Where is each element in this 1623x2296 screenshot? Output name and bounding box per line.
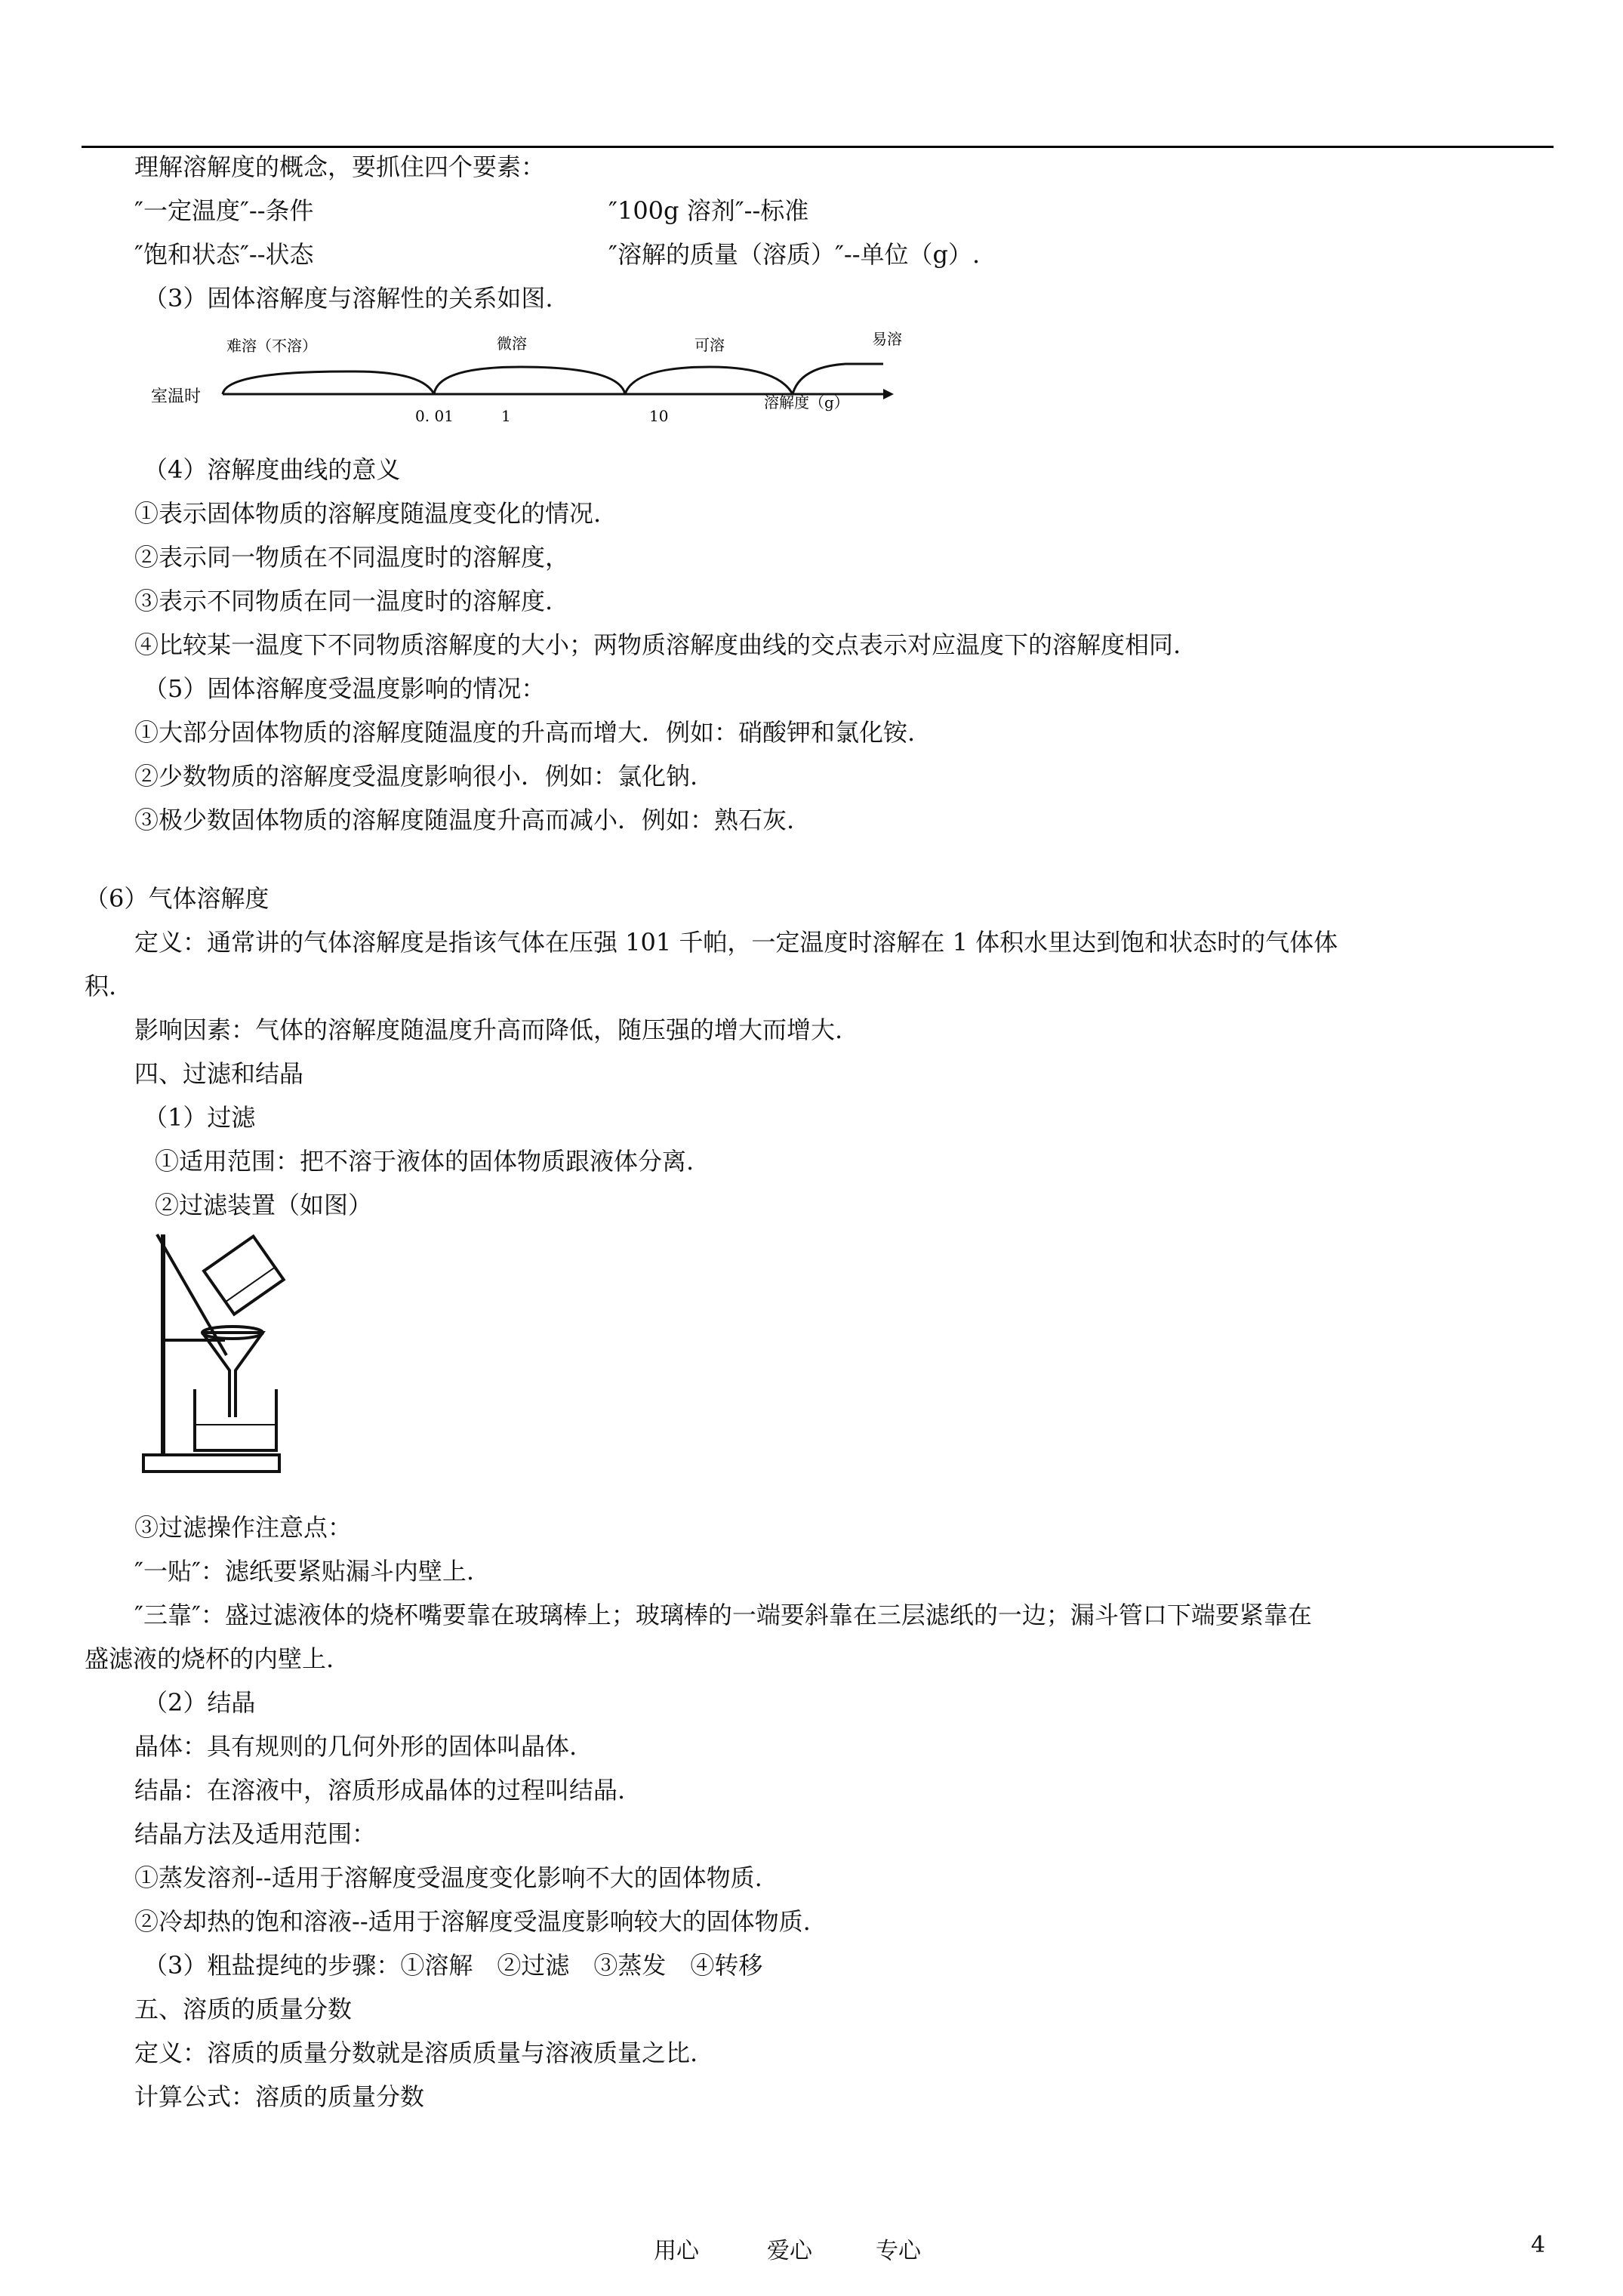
text-line: （4）溶解度曲线的意义 bbox=[143, 455, 401, 484]
scale-arc bbox=[793, 364, 883, 394]
axis-arrow bbox=[883, 389, 894, 399]
text-line: ″三靠″：盛过滤液体的烧杯嘴要靠在玻璃棒上；玻璃棒的一端要斜靠在三层滤纸的一边；漏斗管口下端要紧靠在 bbox=[134, 1601, 1312, 1629]
text-line: ①大部分固体物质的溶解度随温度的升高而增大．例如：硝酸钾和氯化铵. bbox=[134, 718, 916, 747]
funnel bbox=[202, 1333, 229, 1417]
text-line: ③过滤操作注意点： bbox=[134, 1513, 353, 1542]
glass-rod bbox=[157, 1234, 226, 1355]
footer-item: 用心 bbox=[654, 2238, 699, 2264]
text-line: （2）结晶 bbox=[143, 1688, 256, 1717]
text-line: ②少数物质的溶解度受温度影响很小．例如：氯化钠. bbox=[134, 762, 698, 791]
text-line: ②过滤装置（如图） bbox=[155, 1191, 373, 1219]
region-label: 可溶 bbox=[694, 336, 725, 354]
page-number: 4 bbox=[1531, 2232, 1546, 2258]
text-line: 理解溶解度的概念，要抓住四个要素： bbox=[134, 153, 546, 181]
text-line bbox=[134, 196, 809, 226]
text-segment: ″溶解的质量（溶质）″--单位（g）. bbox=[608, 240, 981, 269]
text-line: ①表示固体物质的溶解度随温度变化的情况. bbox=[134, 499, 602, 528]
footer-item: 专心 bbox=[876, 2238, 921, 2264]
text-segment: ″一定温度″--条件 bbox=[134, 196, 314, 225]
text-line: 计算公式：溶质的质量分数 bbox=[134, 2082, 425, 2111]
header-rule bbox=[82, 146, 1554, 148]
text-line: 盛滤液的烧杯的内壁上. bbox=[85, 1644, 334, 1673]
filtration-apparatus-figure bbox=[136, 1227, 317, 1484]
text-line: 结晶：在溶液中，溶质形成晶体的过程叫结晶. bbox=[134, 1776, 626, 1804]
scale-left-label: 室温时 bbox=[151, 387, 202, 406]
text-line: ④比较某一温度下不同物质溶解度的大小；两物质溶解度曲线的交点表示对应温度下的溶解度相同. bbox=[134, 630, 1181, 659]
footer-item: 爱心 bbox=[767, 2238, 812, 2264]
solubility-scale-figure bbox=[136, 317, 902, 430]
stand-base bbox=[143, 1455, 279, 1472]
scale-arc bbox=[434, 367, 625, 394]
section-heading: 五、溶质的质量分数 bbox=[134, 1995, 353, 2023]
pouring-beaker bbox=[204, 1236, 284, 1314]
region-label: 微溶 bbox=[497, 334, 527, 353]
text-line: （3）粗盐提纯的步骤：①溶解 ②过滤 ③蒸发 ④转移 bbox=[143, 1951, 763, 1980]
text-segment: ″100g 溶剂″--标准 bbox=[608, 196, 809, 225]
section-heading: 四、过滤和结晶 bbox=[134, 1059, 304, 1088]
tick-label: 10 bbox=[649, 407, 669, 425]
text-line: 结晶方法及适用范围： bbox=[134, 1820, 377, 1848]
text-line: 定义：通常讲的气体溶解度是指该气体在压强 101 千帕，一定温度时溶解在 1 体积水里达到饱和状态时的气体体 bbox=[134, 928, 1338, 957]
text-line: ②冷却热的饱和溶液--适用于溶解度受温度影响较大的固体物质. bbox=[134, 1907, 811, 1936]
text-line: ①适用范围：把不溶于液体的固体物质跟液体分离. bbox=[155, 1147, 694, 1176]
text-line: ③表示不同物质在同一温度时的溶解度. bbox=[134, 587, 553, 615]
text-line: （3）固体溶解度与溶解性的关系如图. bbox=[143, 284, 553, 313]
section-heading: （6）气体溶解度 bbox=[85, 884, 269, 913]
text-line: ①蒸发溶剂--适用于溶解度受温度变化影响不大的固体物质. bbox=[134, 1863, 762, 1892]
text-segment: ″饱和状态″--状态 bbox=[134, 240, 314, 269]
text-line: （5）固体溶解度受温度影响的情况： bbox=[143, 674, 546, 703]
scale-arc bbox=[625, 367, 793, 394]
text-line: ″一贴″：滤纸要紧贴漏斗内壁上. bbox=[134, 1557, 475, 1586]
text-line: 定义：溶质的质量分数就是溶质质量与溶液质量之比. bbox=[134, 2039, 698, 2067]
scale-arc bbox=[223, 371, 434, 394]
tick-label: 1 bbox=[501, 407, 511, 425]
text-line: 影响因素：气体的溶解度随温度升高而降低，随压强的增大而增大. bbox=[134, 1015, 843, 1044]
tick-label: 0. 01 bbox=[415, 407, 454, 425]
text-line bbox=[134, 239, 981, 270]
text-line: ③极少数固体物质的溶解度随温度升高而减小．例如：熟石灰. bbox=[134, 806, 795, 834]
text-line: ②表示同一物质在不同温度时的溶解度， bbox=[134, 543, 570, 572]
region-label: 难溶（不溶） bbox=[226, 337, 317, 355]
text-line: 积. bbox=[85, 972, 117, 1000]
text-line: （1）过滤 bbox=[143, 1103, 256, 1132]
text-line: 晶体：具有规则的几何外形的固体叫晶体. bbox=[134, 1732, 577, 1761]
region-label: 易溶 bbox=[872, 330, 902, 348]
axis-label: 溶解度（g） bbox=[764, 393, 849, 411]
